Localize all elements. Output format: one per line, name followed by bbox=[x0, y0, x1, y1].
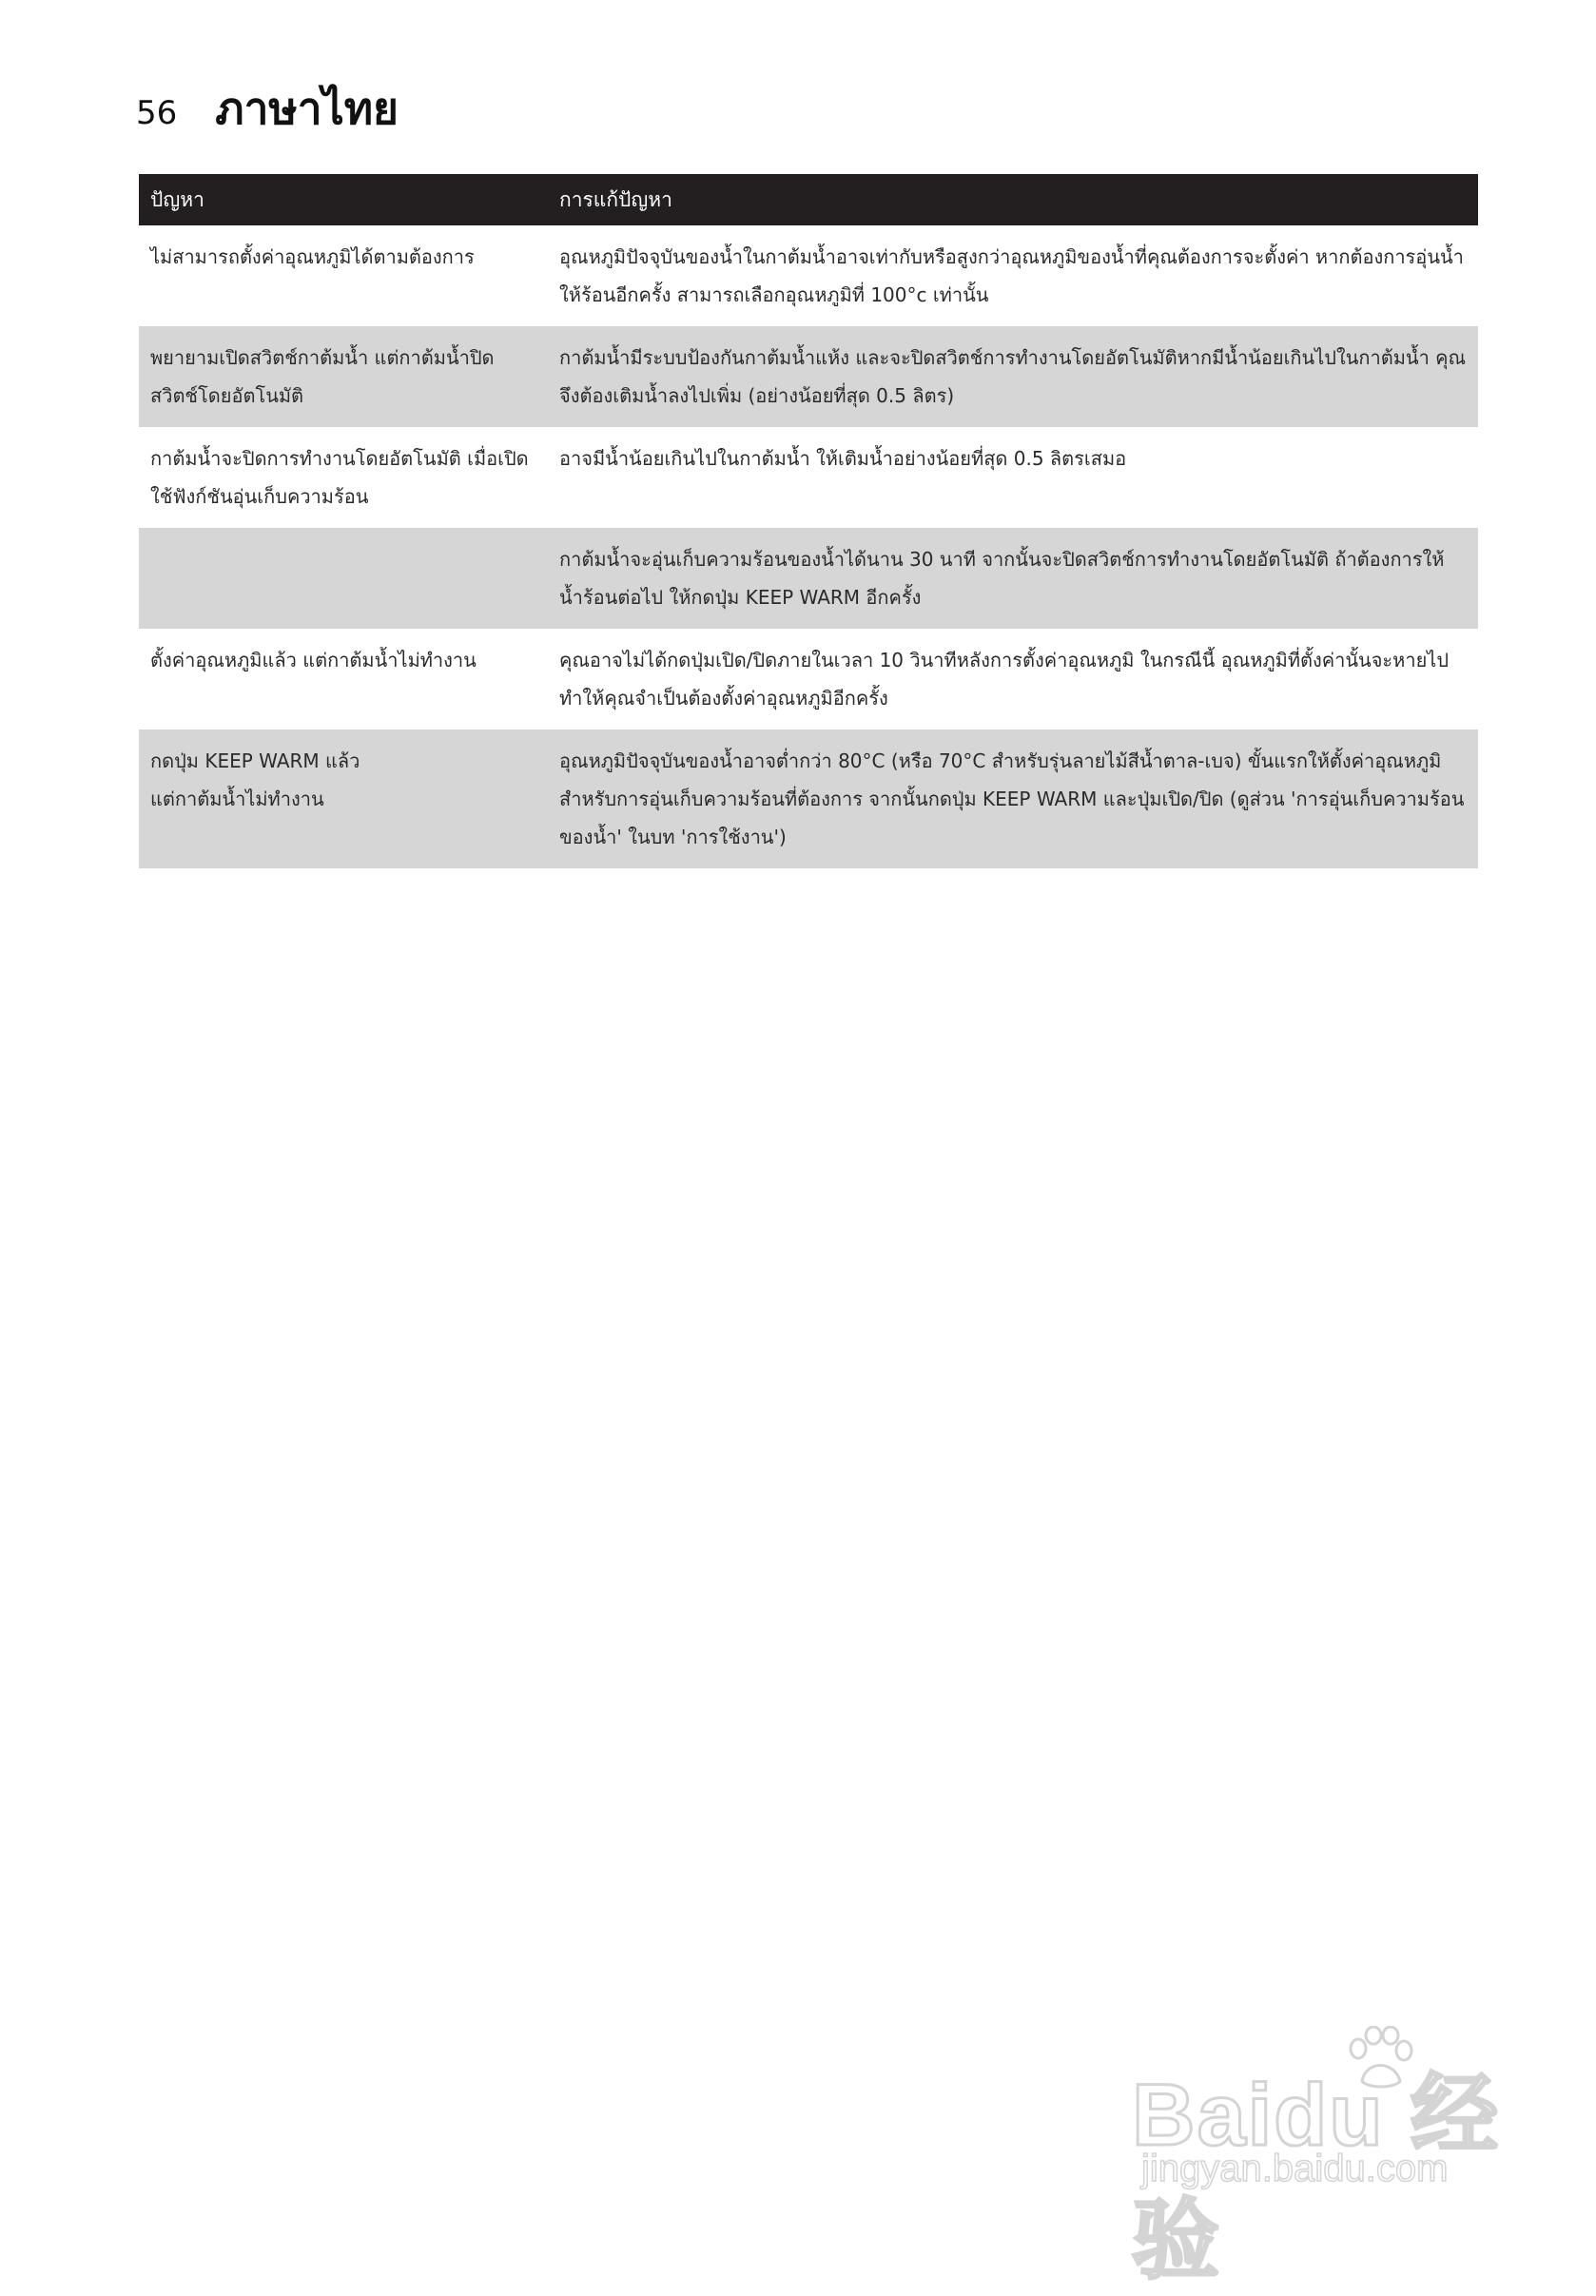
problem-cell: ตั้งค่าอุณหภูมิแล้ว แต่กาต้มน้ำไม่ทำงาน bbox=[139, 629, 548, 730]
page-title: ภาษาไทย bbox=[215, 83, 399, 134]
troubleshooting-table bbox=[139, 174, 1478, 868]
problem-cell: พยายามเปิดสวิตช์กาต้มน้ำ แต่กาต้มน้ำปิดสวิตช์โดยอัตโนมัติ bbox=[139, 326, 548, 427]
problem-cell: ไม่สามารถตั้งค่าอุณหภูมิได้ตามต้องการ bbox=[139, 225, 548, 326]
table-row bbox=[139, 326, 1478, 427]
column-header-solution: การแก้ปัญหา bbox=[548, 174, 1478, 225]
page-header bbox=[136, 74, 399, 144]
problem-line: แต่กาต้มน้ำไม่ทำงาน bbox=[150, 788, 324, 810]
page-number: 56 bbox=[136, 94, 178, 132]
table-row bbox=[139, 629, 1478, 730]
table-row bbox=[139, 225, 1478, 326]
table-header-row bbox=[139, 174, 1478, 225]
solution-cell: อุณหภูมิปัจจุบันของน้ำในกาต้มน้ำอาจเท่ากับหรือสูงกว่าอุณหภูมิของน้ำที่คุณต้องการจะตั้งค่า หากต้องการอุ่นน้ำให้ร้อนอีกครั้ง สามารถเลือกอุณหภูมิที่ 100°c เท่านั้น bbox=[548, 225, 1478, 326]
column-header-problem: ปัญหา bbox=[139, 174, 548, 225]
watermark-brand: Baidu 经验 bbox=[1132, 2067, 1501, 2289]
solution-cell: กาต้มน้ำมีระบบป้องกันกาต้มน้ำแห้ง และจะปิดสวิตช์การทำงานโดยอัตโนมัติหากมีน้ำน้อยเกินไปในกาต้มน้ำ คุณจึงต้องเติมน้ำลงไปเพิ่ม (อย่างน้อยที่สุด 0.5 ลิตร) bbox=[548, 326, 1478, 427]
watermark-url: jingyan.baidu.com bbox=[1141, 2148, 1449, 2189]
problem-cell bbox=[139, 730, 548, 868]
table-row bbox=[139, 427, 1478, 528]
problem-cell: กาต้มน้ำจะปิดการทำงานโดยอัตโนมัติ เมื่อเปิดใช้ฟังก์ชันอุ่นเก็บความร้อน bbox=[139, 427, 548, 528]
table-row bbox=[139, 730, 1478, 868]
solution-cell: อาจมีน้ำน้อยเกินไปในกาต้มน้ำ ให้เติมน้ำอย่างน้อยที่สุด 0.5 ลิตรเสมอ bbox=[548, 427, 1478, 528]
problem-cell bbox=[139, 528, 548, 629]
baidu-watermark bbox=[1132, 2026, 1512, 2289]
solution-cell: อุณหภูมิปัจจุบันของน้ำอาจต่ำกว่า 80°C (หรือ 70°C สำหรับรุ่นลายไม้สีน้ำตาล-เบจ) ขั้นแรกให้ตั้งค่าอุณหภูมิสำหรับการอุ่นเก็บความร้อนที่ต้องการ จากนั้นกดปุ่ม KEEP WARM และปุ่มเปิด/ปิด (ดูส่วน 'การอุ่นเก็บความร้อนของน้ำ' ในบท 'การใช้งาน') bbox=[548, 730, 1478, 868]
solution-cell: กาต้มน้ำจะอุ่นเก็บความร้อนของน้ำได้นาน 30 นาที จากนั้นจะปิดสวิตช์การทำงานโดยอัตโนมัติ ถ้าต้องการให้น้ำร้อนต่อไป ให้กดปุ่ม KEEP WARM อีกครั้ง bbox=[548, 528, 1478, 629]
solution-cell: คุณอาจไม่ได้กดปุ่มเปิด/ปิดภายในเวลา 10 วินาทีหลังการตั้งค่าอุณหภูมิ ในกรณีนี้ อุณหภูมิที่ตั้งค่านั้นจะหายไป ทำให้คุณจำเป็นต้องตั้งค่าอุณหภูมิอีกครั้ง bbox=[548, 629, 1478, 730]
problem-line: กดปุ่ม KEEP WARM แล้ว bbox=[150, 749, 360, 772]
table-row bbox=[139, 528, 1478, 629]
